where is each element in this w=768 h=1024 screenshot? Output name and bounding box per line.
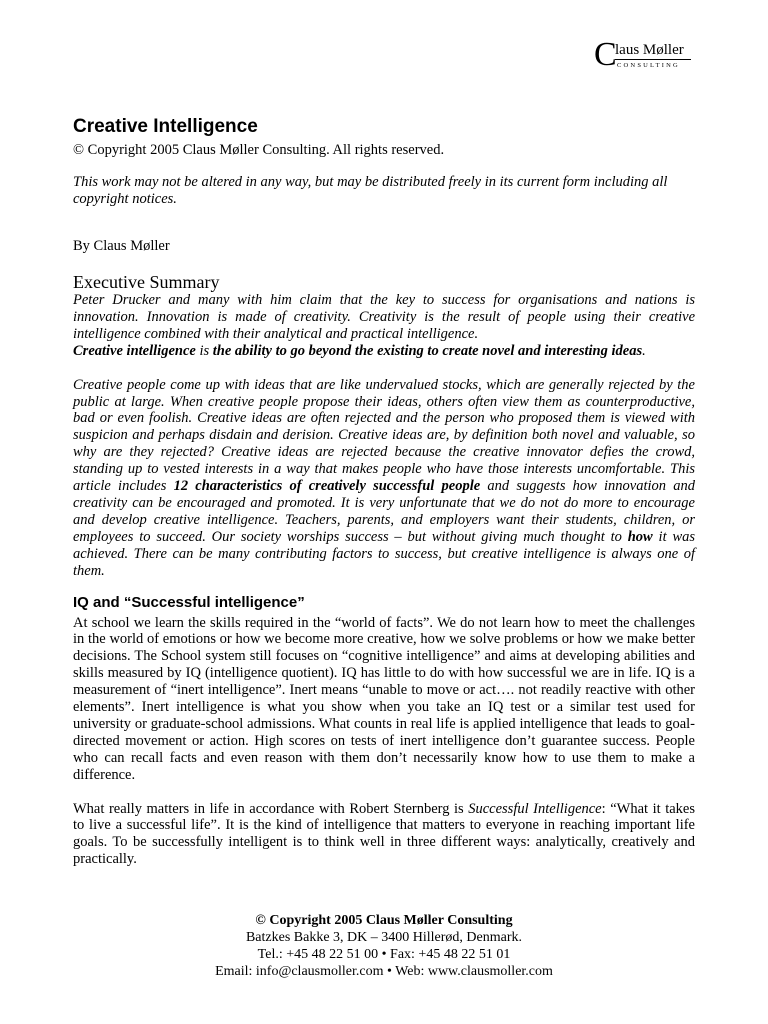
summary-text-b: and suggests how innovation and creativity can be encouraged and promoted. It is very unfortunate that we do not do more to encourage and develop creative intelligence. Teachers, parents, and employers want their students, children, or employees to succeed. Our society worships success – but without giving much thought to — [73, 478, 695, 545]
document-title: Creative Intelligence — [73, 116, 258, 137]
logo-name: laus Møller — [615, 42, 684, 58]
summary-paragraph-2 — [73, 377, 695, 580]
iq-section-heading: IQ and “Successful intelligence” — [73, 593, 305, 611]
page-footer — [0, 912, 768, 980]
iq-paragraph-1: At school we learn the skills required in the “world of facts”. We do not learn how to meet the challenges in the world of emotions or how we become more creative, how we solve problems or how we make better decisions. The School system still focuses on “cognitive intelligence” and aims at developing abilities and skills measured by IQ (intelligence quotient). IQ has little to do with how successful we are in life. IQ is a measurement of “inert intelligence”. Inert means “unable to move or act…. not readily reactive with other elements”. Inert intelligence is what you show when you take an IQ test or a similar test used for university or graduate-school admissions. What counts in real life is applied intelligence that leads to goal-directed movement or action. High scores on tests of inert intelligence don’t guarantee success. People who can recall facts and even reason with them don’t necessarily know how to use them to make a difference. — [73, 614, 695, 783]
footer-copyright: © Copyright 2005 Claus Møller Consulting — [255, 913, 513, 928]
document-body — [73, 116, 695, 868]
copyright-line: © Copyright 2005 Claus Møller Consulting. All rights reserved. — [73, 142, 445, 158]
definition-end: . — [642, 342, 646, 359]
iq-text-a: What really matters in life in accordance with Robert Sternberg is — [73, 800, 469, 817]
successful-intelligence-term: Successful Intelligence — [468, 800, 602, 817]
footer-email-web: Email: info@clausmoller.com • Web: www.clausmoller.com — [215, 964, 553, 979]
author-line: By Claus Møller — [73, 238, 170, 254]
summary-text: Peter Drucker and many with him claim that the key to success for organisations and nations is innovation. Innovation is made of creativity. Creativity is the result of people using their creative intelligence combined with their analytical and practical intelligence. — [73, 292, 695, 342]
summary-text-c: it was achieved. There can be many contributing factors to success, but creative intelligence is always one of them. — [73, 528, 696, 579]
footer-address: Batzkes Bakke 3, DK – 3400 Hillerød, Denmark. — [245, 930, 523, 945]
definition-is: is — [195, 342, 213, 359]
how-emphasis: how — [627, 528, 653, 545]
logo-subtitle: CONSULTING — [617, 62, 680, 69]
executive-summary-heading: Executive Summary — [73, 272, 220, 292]
iq-text-b: : “What it takes to live a successful life”. It is the kind of intelligence that matters to everyone in reaching important life goals. To be successfully intelligent is to think well in three different ways: analytically, creatively and practically. — [73, 800, 695, 868]
summary-text-a: Creative people come up with ideas that are like undervalued stocks, which are generally rejected by the public at large. When creative people propose their ideas, others often view them as counterproductive, bad or even foolish. Creative ideas are often rejected and the person who proposed them is viewed with suspicion and perhaps disdain and derision. Creative ideas are, by definition both novel and valuable, so why are they rejected? Creative ideas are rejected because the creative innovator defies the crowd, standing up to vested interests in a way that makes people who have those interests uncomfortable. This article includes — [73, 376, 695, 495]
distribution-notice: This work may not be altered in any way, but may be distributed freely in its current form including all copyright notices. — [73, 174, 668, 207]
summary-paragraph-1 — [73, 292, 695, 360]
footer-phone-fax: Tel.: +45 48 22 51 00 • Fax: +45 48 22 51 01 — [257, 947, 511, 962]
iq-paragraph-2 — [73, 801, 695, 869]
logo-initial: C — [594, 36, 617, 73]
company-logo — [594, 38, 698, 72]
definition-term: Creative intelligence — [73, 342, 196, 359]
characteristics-emphasis: 12 characteristics of creatively successful people — [173, 478, 481, 495]
definition-body: the ability to go beyond the existing to create novel and interesting ideas — [212, 342, 643, 359]
logo-divider — [615, 59, 691, 60]
